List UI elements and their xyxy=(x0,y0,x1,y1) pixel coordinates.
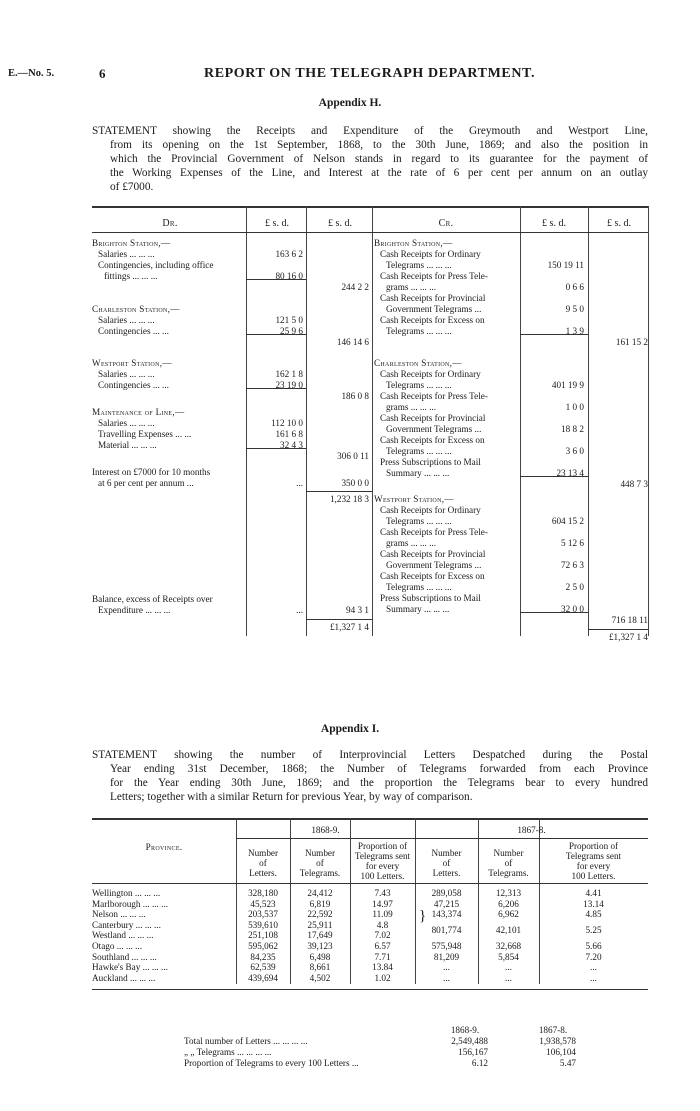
cr-entry-label: Cash Receipts for Excess on xyxy=(380,571,485,581)
statement-line: Year ending 31st December, 1868; the Number of Telegrams forwarded from each Province xyxy=(110,763,648,775)
table-cell: 6,962 xyxy=(498,909,519,920)
cr-entry-label: Telegrams ... ... ... xyxy=(386,326,452,336)
cr-entry-amount: 1 3 9 xyxy=(565,326,584,336)
appendix-i-statement xyxy=(92,748,648,804)
table-cell: 7.20 xyxy=(585,951,602,962)
subtotal-rule xyxy=(520,334,588,335)
table-cell: 539,610 xyxy=(248,919,278,930)
province-heading: Province. xyxy=(145,842,183,852)
column-heading: Number xyxy=(493,848,524,858)
dr-entry-label: Interest on £7000 for 10 months xyxy=(92,467,211,477)
dr-entry-label: Brighton Station,— xyxy=(92,238,171,248)
report-title: REPORT ON THE TELEGRAPH DEPARTMENT. xyxy=(204,66,536,81)
table-cell: 4.85 xyxy=(585,909,602,920)
cr-entry-label: Cash Receipts for Press Tele- xyxy=(380,391,488,401)
appendix-h-title: Appendix H. xyxy=(318,97,382,109)
dr-entry-label: Salaries ... ... ... xyxy=(98,369,155,379)
dr-entry-label: Material ... ... ... xyxy=(98,440,157,450)
table-top-rule xyxy=(92,818,648,819)
dr-entry-amount: 161 6 8 xyxy=(275,429,303,439)
table-cell: ... xyxy=(443,962,450,973)
dr-entry-label: Salaries ... ... ... xyxy=(98,315,155,325)
column-rule xyxy=(520,206,521,636)
column-rule xyxy=(236,818,237,984)
cr-entry-label: Cash Receipts for Ordinary xyxy=(380,505,481,515)
totals-value: 2,549,488 xyxy=(451,1036,488,1046)
year-rule xyxy=(236,838,648,839)
cr-entry-label: Cash Receipts for Provincial xyxy=(380,549,486,559)
table-cell: ... xyxy=(505,962,512,973)
dr-entry-total: 244 2 2 xyxy=(341,282,369,292)
table-cell: 439,694 xyxy=(248,972,278,983)
column-heading: 100 Letters. xyxy=(360,871,405,881)
brace-glyph: } xyxy=(419,908,427,924)
table-top-rule xyxy=(92,819,648,820)
cr-entry-label: grams ... ... ... xyxy=(386,402,437,412)
totals-value: 5.47 xyxy=(559,1058,576,1068)
dr-entry-label: Balance, excess of Receipts over xyxy=(92,594,213,604)
cr-entry-amount: 1 0 0 xyxy=(565,402,584,412)
dr-entry-amount: 80 16 0 xyxy=(275,271,303,281)
header-rule xyxy=(92,883,648,884)
table-cell: ... xyxy=(505,972,512,983)
table-cell: 14.97 xyxy=(372,898,393,909)
cr-entry-amount: 32 0 0 xyxy=(561,604,584,614)
table-cell: 8,661 xyxy=(309,962,331,973)
dr-entry-amount: 25 9 6 xyxy=(280,326,303,336)
totals-label: „ „ Telegrams ... ... ... ... xyxy=(184,1047,272,1057)
column-heading: for every xyxy=(365,861,400,871)
cr-entry-total: 161 15 2 xyxy=(615,337,648,347)
column-rule xyxy=(246,206,247,636)
cr-entry-amount: 23 13 4 xyxy=(556,468,584,478)
dr-entry-total: £1,327 1 4 xyxy=(329,622,369,632)
cr-entry-amount: 9 5 0 xyxy=(565,304,584,314)
cr-entry-label: Cash Receipts for Ordinary xyxy=(380,369,481,379)
column-rule xyxy=(415,818,416,984)
totals-label: Proportion of Telegrams to every 100 Letters ... xyxy=(184,1058,359,1068)
dr-entry-label: Maintenance of Line,— xyxy=(92,407,185,417)
table-cell: ... xyxy=(443,972,450,983)
province-name: Hawke's Bay ... ... ... xyxy=(92,962,168,973)
totals-value: 156,167 xyxy=(458,1047,488,1057)
dr-entry-total: 186 0 8 xyxy=(341,391,369,401)
statement-line: the Working Expenses of the Line, and Interest at the rate of 6 per cent per annum on an outlay xyxy=(110,167,648,179)
subtotal-rule xyxy=(246,279,306,280)
table-cell: 801,774 xyxy=(431,925,462,936)
dr-heading: Dr. xyxy=(162,218,178,229)
cr-entry-label: Cash Receipts for Excess on xyxy=(380,435,485,445)
table-cell: 6,498 xyxy=(309,951,331,962)
column-heading: of xyxy=(442,858,451,868)
table-top-rule xyxy=(92,207,648,208)
money-heading: £ s. d. xyxy=(607,218,631,229)
cr-entry-label: Telegrams ... ... ... xyxy=(386,260,452,270)
column-rule xyxy=(290,818,291,984)
cr-entry-label: Telegrams ... ... ... xyxy=(386,380,452,390)
dr-entry-label: Salaries ... ... ... xyxy=(98,418,155,428)
dr-entry-amount: 23 19 0 xyxy=(275,380,303,390)
table-bottom-rule xyxy=(92,989,648,990)
cr-entry-label: Cash Receipts for Provincial xyxy=(380,293,486,303)
cr-heading: Cr. xyxy=(438,218,454,229)
statement-line: from its opening on the 1st September, 1868, to the 30th June, 1869; and also the position in xyxy=(110,139,648,151)
column-heading: for every xyxy=(576,861,611,871)
dr-entry-amount: 32 4 3 xyxy=(280,440,303,450)
column-heading: Telegrams sent xyxy=(565,851,622,861)
province-name: Southland ... ... ... xyxy=(92,951,157,962)
table-cell: 289,058 xyxy=(431,888,462,898)
dr-entry-label: at 6 per cent per annum ... xyxy=(98,478,194,488)
table-cell: 42,101 xyxy=(495,925,522,936)
total-rule xyxy=(588,629,648,630)
subtotal-rule xyxy=(306,491,372,492)
column-rule xyxy=(478,818,479,984)
table-cell: 7.43 xyxy=(374,888,391,898)
dr-entry-total: 94 3 1 xyxy=(346,605,369,615)
column-heading: Telegrams. xyxy=(488,868,529,878)
province-name: Canterbury ... ... ... xyxy=(92,919,161,930)
table-cell: 62,539 xyxy=(250,962,276,973)
dr-entry-total: 146 14 6 xyxy=(336,337,369,347)
cr-entry-amount: 604 15 2 xyxy=(551,516,584,526)
cr-entry-total: 716 18 11 xyxy=(611,615,648,625)
subtotal-rule xyxy=(520,476,588,477)
table-cell: ... xyxy=(590,972,597,983)
cr-entry-total: £1,327 1 4 xyxy=(608,632,648,642)
cr-entry-amount: 150 19 11 xyxy=(547,260,584,270)
table-cell: 251,108 xyxy=(248,930,278,941)
dr-entry-amount: 112 10 0 xyxy=(271,418,303,428)
totals-value: 106,104 xyxy=(546,1047,576,1057)
cr-entry-amount: 5 12 6 xyxy=(561,538,584,548)
table-cell: 47,215 xyxy=(433,898,460,909)
money-heading: £ s. d. xyxy=(328,218,352,229)
cr-entry-amount: 72 6 3 xyxy=(561,560,584,570)
table-cell: 1.02 xyxy=(374,972,391,983)
dr-entry-total: 306 0 11 xyxy=(337,451,369,461)
cr-entry-label: Cash Receipts for Press Tele- xyxy=(380,271,488,281)
cr-entry-label: Cash Receipts for Excess on xyxy=(380,315,485,325)
dr-entry-label: Travelling Expenses ... ... xyxy=(98,429,192,439)
province-name: Marlborough ... ... ... xyxy=(92,898,169,909)
cr-entry-label: Cash Receipts for Ordinary xyxy=(380,249,481,259)
year-heading: 1867-8. xyxy=(517,825,546,835)
column-heading: Proportion of xyxy=(357,841,408,851)
document-reference: E.—No. 5. xyxy=(8,68,55,79)
cr-entry-label: grams ... ... ... xyxy=(386,282,437,292)
province-name: Wellington ... ... ... xyxy=(92,888,161,898)
table-cell: 45,523 xyxy=(250,898,276,909)
column-heading: of xyxy=(259,858,267,868)
money-heading: £ s. d. xyxy=(265,218,289,229)
dr-entry-label: Contingencies, including office xyxy=(98,260,214,270)
cr-entry-label: Cash Receipts for Press Tele- xyxy=(380,527,488,537)
column-rule xyxy=(350,818,351,984)
cr-entry-label: Press Subscriptions to Mail xyxy=(380,593,481,603)
totals-value: 1,938,578 xyxy=(539,1036,576,1046)
header-rule xyxy=(92,232,648,233)
table-cell: 13.84 xyxy=(372,962,393,973)
totals-year: 1868-9. xyxy=(450,1025,480,1035)
column-rule xyxy=(306,206,307,636)
cr-entry-label: Summary ... ... ... xyxy=(386,468,450,478)
table-cell: 6,206 xyxy=(498,898,519,909)
table-cell: 7.02 xyxy=(374,930,391,941)
appendix-i-title: Appendix I. xyxy=(320,723,380,735)
cr-entry-label: Government Telegrams ... xyxy=(386,304,482,314)
table-cell: 5,854 xyxy=(498,951,519,962)
province-name: Otago ... ... ... xyxy=(92,941,143,951)
cr-entry-total: 448 7 3 xyxy=(620,479,648,489)
column-heading: Letters. xyxy=(249,868,277,878)
subtotal-rule xyxy=(246,388,306,389)
statement-line: STATEMENT showing the Receipts and Expenditure of the Greymouth and Westport Line, xyxy=(92,125,648,137)
column-heading: 100 Letters. xyxy=(571,871,616,881)
table-cell: 24,412 xyxy=(307,888,333,898)
cr-entry-label: Government Telegrams ... xyxy=(386,424,482,434)
cr-entry-label: Charleston Station,— xyxy=(374,358,462,368)
column-heading: Letters. xyxy=(432,868,461,878)
column-heading: Number xyxy=(304,848,336,858)
column-heading: Number xyxy=(247,848,279,858)
table-cell: 11.09 xyxy=(372,909,393,920)
table-cell: 4.8 xyxy=(376,919,389,930)
totals-label: Total number of Letters ... ... ... ... xyxy=(184,1036,308,1046)
dr-entry-label: Westport Station,— xyxy=(92,358,172,368)
table-cell: 17,649 xyxy=(307,930,333,941)
cr-entry-label: Westport Station,— xyxy=(374,494,454,504)
dr-entry-amount: ... xyxy=(296,478,303,488)
table-cell: 6.57 xyxy=(374,941,391,951)
province-name: Westland ... ... ... xyxy=(92,930,154,941)
cr-entry-label: Brighton Station,— xyxy=(374,238,453,248)
dr-entry-amount: 162 1 8 xyxy=(275,369,303,379)
dr-entry-label: Contingencies ... ... xyxy=(98,380,169,390)
cr-entry-label: Telegrams ... ... ... xyxy=(386,582,452,592)
column-heading: of xyxy=(504,858,513,868)
dr-entry-label: fittings ... ... ... xyxy=(104,271,158,281)
dr-entry-amount: ... xyxy=(296,605,303,615)
table-cell: 25,911 xyxy=(307,919,333,930)
table-cell: 6,819 xyxy=(309,898,331,909)
column-heading: Telegrams sent xyxy=(354,851,411,861)
cr-entry-amount: 3 6 0 xyxy=(565,446,584,456)
subtotal-rule xyxy=(246,448,306,449)
money-heading: £ s. d. xyxy=(542,218,566,229)
page-number: 6 xyxy=(99,66,106,81)
dr-entry-label: Charleston Station,— xyxy=(92,304,180,314)
table-cell: 5.25 xyxy=(585,925,602,936)
totals-year: 1867-8. xyxy=(538,1025,568,1035)
table-cell: 4.41 xyxy=(585,888,602,898)
subtotal-rule xyxy=(520,612,588,613)
table-cell: 32,668 xyxy=(495,941,522,951)
dr-entry-label: Contingencies ... ... xyxy=(98,326,169,336)
cr-entry-label: grams ... ... ... xyxy=(386,538,437,548)
statement-line: which the Provincial Government of Nelson stands in regard to its guarantee for the payment of xyxy=(110,153,648,165)
cr-entry-label: Government Telegrams ... xyxy=(386,560,482,570)
table-cell: 5.66 xyxy=(585,941,602,951)
dr-entry-total: 1,232 18 3 xyxy=(329,494,369,504)
statement-line: STATEMENT showing the number of Interprovincial Letters Despatched during the Postal xyxy=(92,749,648,761)
cr-entry-label: Cash Receipts for Provincial xyxy=(380,413,486,423)
year-heading: 1868-9. xyxy=(311,825,340,835)
cr-entry-label: Telegrams ... ... ... xyxy=(386,516,452,526)
province-name: Nelson ... ... ... xyxy=(92,909,146,920)
table-cell: 12,313 xyxy=(495,888,522,898)
cr-entry-label: Press Subscriptions to Mail xyxy=(380,457,481,467)
column-rule xyxy=(539,818,540,984)
cr-entry-amount: 18 8 2 xyxy=(561,424,584,434)
subtotal-rule xyxy=(246,334,306,335)
statement-line: Letters; together with a similar Return for previous Year, by way of comparison. xyxy=(110,791,473,803)
column-rule xyxy=(588,206,589,636)
column-heading: Proportion of xyxy=(568,841,619,851)
dr-entry-label: Salaries ... ... ... xyxy=(98,249,155,259)
table-cell: 4,502 xyxy=(309,972,331,983)
table-cell: 81,209 xyxy=(433,951,460,962)
statement-line: of £7000. xyxy=(110,181,154,193)
table-cell: 39,123 xyxy=(307,941,333,951)
table-cell: 328,180 xyxy=(248,888,278,898)
column-heading: of xyxy=(316,858,324,868)
table-cell: 13.14 xyxy=(583,898,604,909)
total-rule xyxy=(306,619,372,620)
column-rule xyxy=(372,206,373,636)
cr-entry-amount: 401 19 9 xyxy=(551,380,584,390)
dr-entry-amount: 163 6 2 xyxy=(275,249,303,259)
column-heading: Telegrams. xyxy=(299,868,341,878)
table-cell: 7.71 xyxy=(374,951,391,962)
province-name: Auckland ... ... ... xyxy=(92,972,156,983)
column-rule xyxy=(648,206,649,636)
cr-entry-amount: 0 6 6 xyxy=(565,282,584,292)
totals-value: 6.12 xyxy=(471,1058,488,1068)
cr-entry-label: Summary ... ... ... xyxy=(386,604,450,614)
table-cell: 203,537 xyxy=(248,909,278,920)
column-heading: Number xyxy=(431,848,462,858)
dr-entry-amount: 121 5 0 xyxy=(275,315,303,325)
table-cell: ... xyxy=(590,962,597,973)
cr-entry-amount: 2 5 0 xyxy=(565,582,584,592)
table-cell: 575,948 xyxy=(431,941,462,951)
dr-entry-total: 350 0 0 xyxy=(341,478,369,488)
statement-line: for the Year ending 30th June, 1869; and the proportion the Telegrams bear to every hundred xyxy=(110,777,648,789)
table-cell: 143,374 xyxy=(431,909,462,920)
table-cell: 22,592 xyxy=(307,909,333,920)
table-cell: 84,235 xyxy=(250,951,276,962)
cr-entry-label: Telegrams ... ... ... xyxy=(386,446,452,456)
table-cell: 595,062 xyxy=(248,941,278,951)
dr-entry-label: Expenditure ... ... ... xyxy=(98,605,171,615)
